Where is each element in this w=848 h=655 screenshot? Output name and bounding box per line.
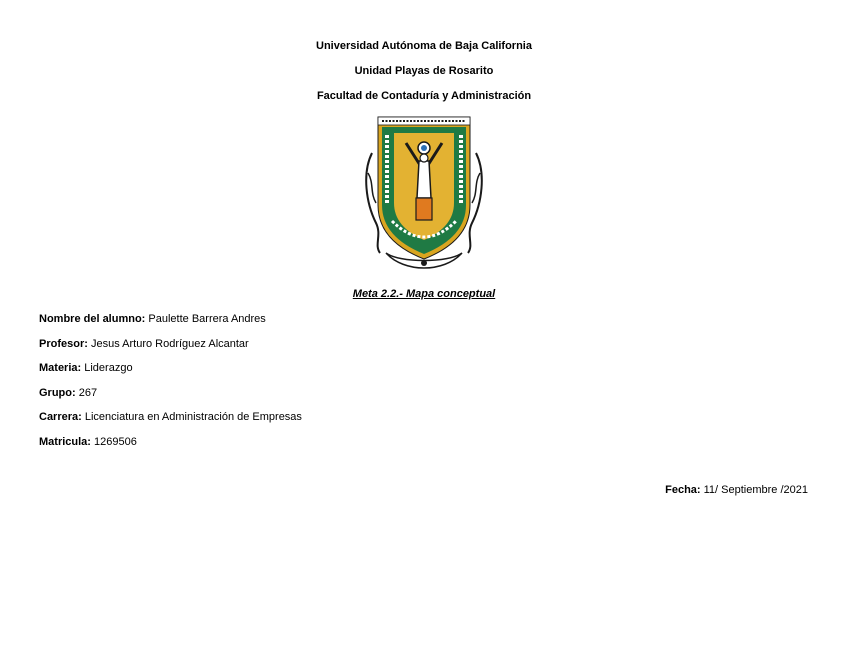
group-label: Grupo: — [39, 387, 76, 399]
degree-value: Licenciatura en Administración de Empresas — [81, 411, 302, 423]
document-title: Meta 2.2.- Mapa conceptual — [352, 288, 496, 300]
student-id-label: Matricula: — [39, 436, 91, 448]
student-name-row — [39, 312, 266, 326]
subject-value: Liderazgo — [81, 362, 133, 374]
subject-label: Materia: — [39, 362, 82, 374]
date-row — [665, 483, 808, 497]
group-row — [39, 386, 97, 400]
university-name: Universidad Autónoma de Baja California — [316, 40, 532, 52]
student-id-row — [39, 435, 137, 449]
student-name-label: Nombre del alumno: — [39, 313, 146, 325]
student-id-value: 1269506 — [90, 436, 137, 448]
date-value: 11/ Septiembre /2021 — [700, 484, 808, 496]
professor-row — [39, 337, 249, 351]
professor-value: Jesus Arturo Rodríguez Alcantar — [87, 338, 249, 350]
professor-label: Profesor: — [39, 338, 88, 350]
degree-row — [39, 410, 302, 424]
degree-label: Carrera: — [39, 411, 82, 423]
group-value: 267 — [75, 387, 98, 399]
uabc-crest-icon — [364, 113, 484, 273]
date-label: Fecha: — [665, 484, 701, 496]
unit-name: Unidad Playas de Rosarito — [354, 65, 494, 77]
subject-row — [39, 361, 133, 375]
student-name-value: Paulette Barrera Andres — [145, 313, 266, 325]
faculty-name: Facultad de Contaduría y Administración — [316, 90, 532, 102]
